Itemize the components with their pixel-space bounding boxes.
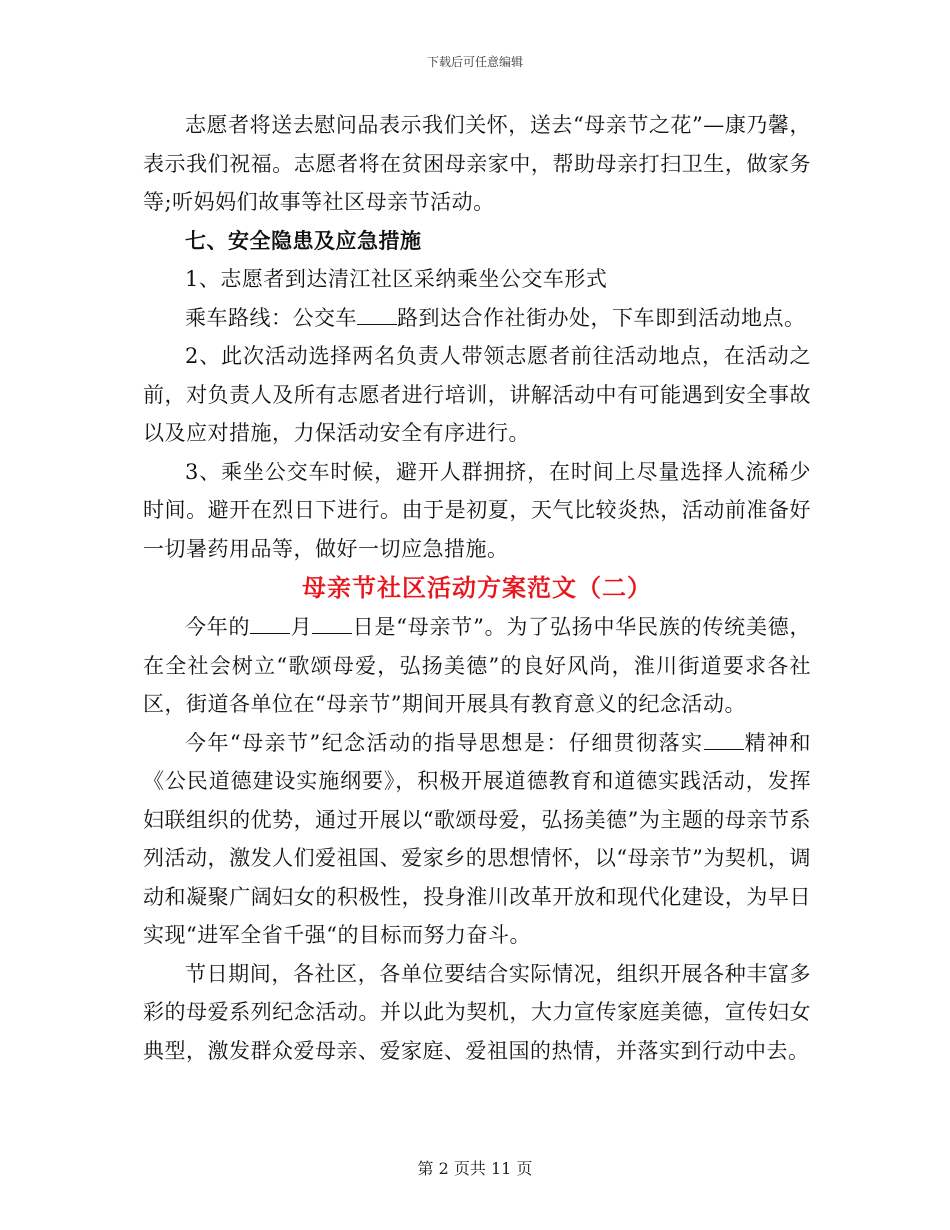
page-footer: 第 2 页共 11 页 [417, 1159, 533, 1178]
intro-text-a: 今年的 [185, 615, 251, 639]
intro-text-c: 日是“母亲节”。为了弘扬中华民族的传统美德，在全社会树立“歌颂母爱，弘扬美德”的良好风尚，淮川街道要求各社区，街道各单位在“母亲节”期间开展具有教育意义的纪念活动。 [143, 615, 811, 716]
paragraph-intro [143, 608, 811, 724]
blank-day [312, 615, 352, 634]
safety-item-3: 3、乘坐公交车时候，避开人群拥挤，在时间上尽量选择人流稀少时间。避开在烈日下进行。由于是初夏，天气比较炎热，活动前准备好一切暑药用品等，做好一切应急措施。 [143, 459, 811, 561]
bus-route-text-end: 路到达合作社街办处，下车即到活动地点。 [397, 305, 806, 330]
blank-spirit [704, 731, 744, 750]
paragraph-volunteer-care: 志愿者将送去慰问品表示我们关怀，送去“母亲节之花”—康乃馨，表示我们祝福。志愿者将在贫困母亲家中，帮助母亲打扫卫生，做家务等;听妈妈们故事等社区母亲节活动。 [143, 113, 811, 214]
paragraph-holiday-activities: 节日期间，各社区，各单位要结合实际情况，组织开展各种丰富多彩的母爱系列纪念活动。并以此为契机，大力宣传家庭美德，宣传妇女典型，激发群众爱母亲、爱家庭、爱祖国的热情，并落实到行动中去。 [143, 961, 811, 1063]
guide-text-b: 精神和《公民道德建设实施纲要》，积极开展道德教育和道德实践活动，发挥妇联组织的优势，通过开展以“歌颂母爱，弘扬美德”为主题的母亲节系列活动，激发人们爱祖国、爱家乡的思想情怀，以“母亲节”为契机，调动和凝聚广阔妇女的积极性，投身淮川改革开放和现代化建设，为早日实现“进军全省千强“的目标而努力奋斗。 [143, 730, 811, 947]
bus-route-line [143, 299, 811, 338]
document-body [143, 106, 811, 1070]
blank-bus-number [357, 306, 397, 325]
intro-text-b: 月 [290, 615, 313, 639]
page-header: 下载后可任意编辑 [426, 55, 523, 69]
section-title-2: 母亲节社区活动方案范文（二） [302, 573, 652, 602]
blank-month [250, 615, 290, 634]
section-heading-safety: 七、安全隐患及应急措施 [185, 227, 422, 253]
paragraph-guiding-thought [143, 724, 811, 955]
safety-item-2: 2、此次活动选择两名负责人带领志愿者前往活动地点，在活动之前，对负责人及所有志愿者进行培训，讲解活动中有可能遇到安全事故以及应对措施，力保活动安全有序进行。 [143, 344, 811, 445]
safety-item-1: 1、志愿者到达清江社区采纳乘坐公交车形式 [185, 267, 608, 291]
bus-route-text-start: 乘车路线：公交车 [185, 305, 357, 330]
guide-text-a: 今年“母亲节”纪念活动的指导思想是：仔细贯彻落实 [185, 730, 704, 755]
